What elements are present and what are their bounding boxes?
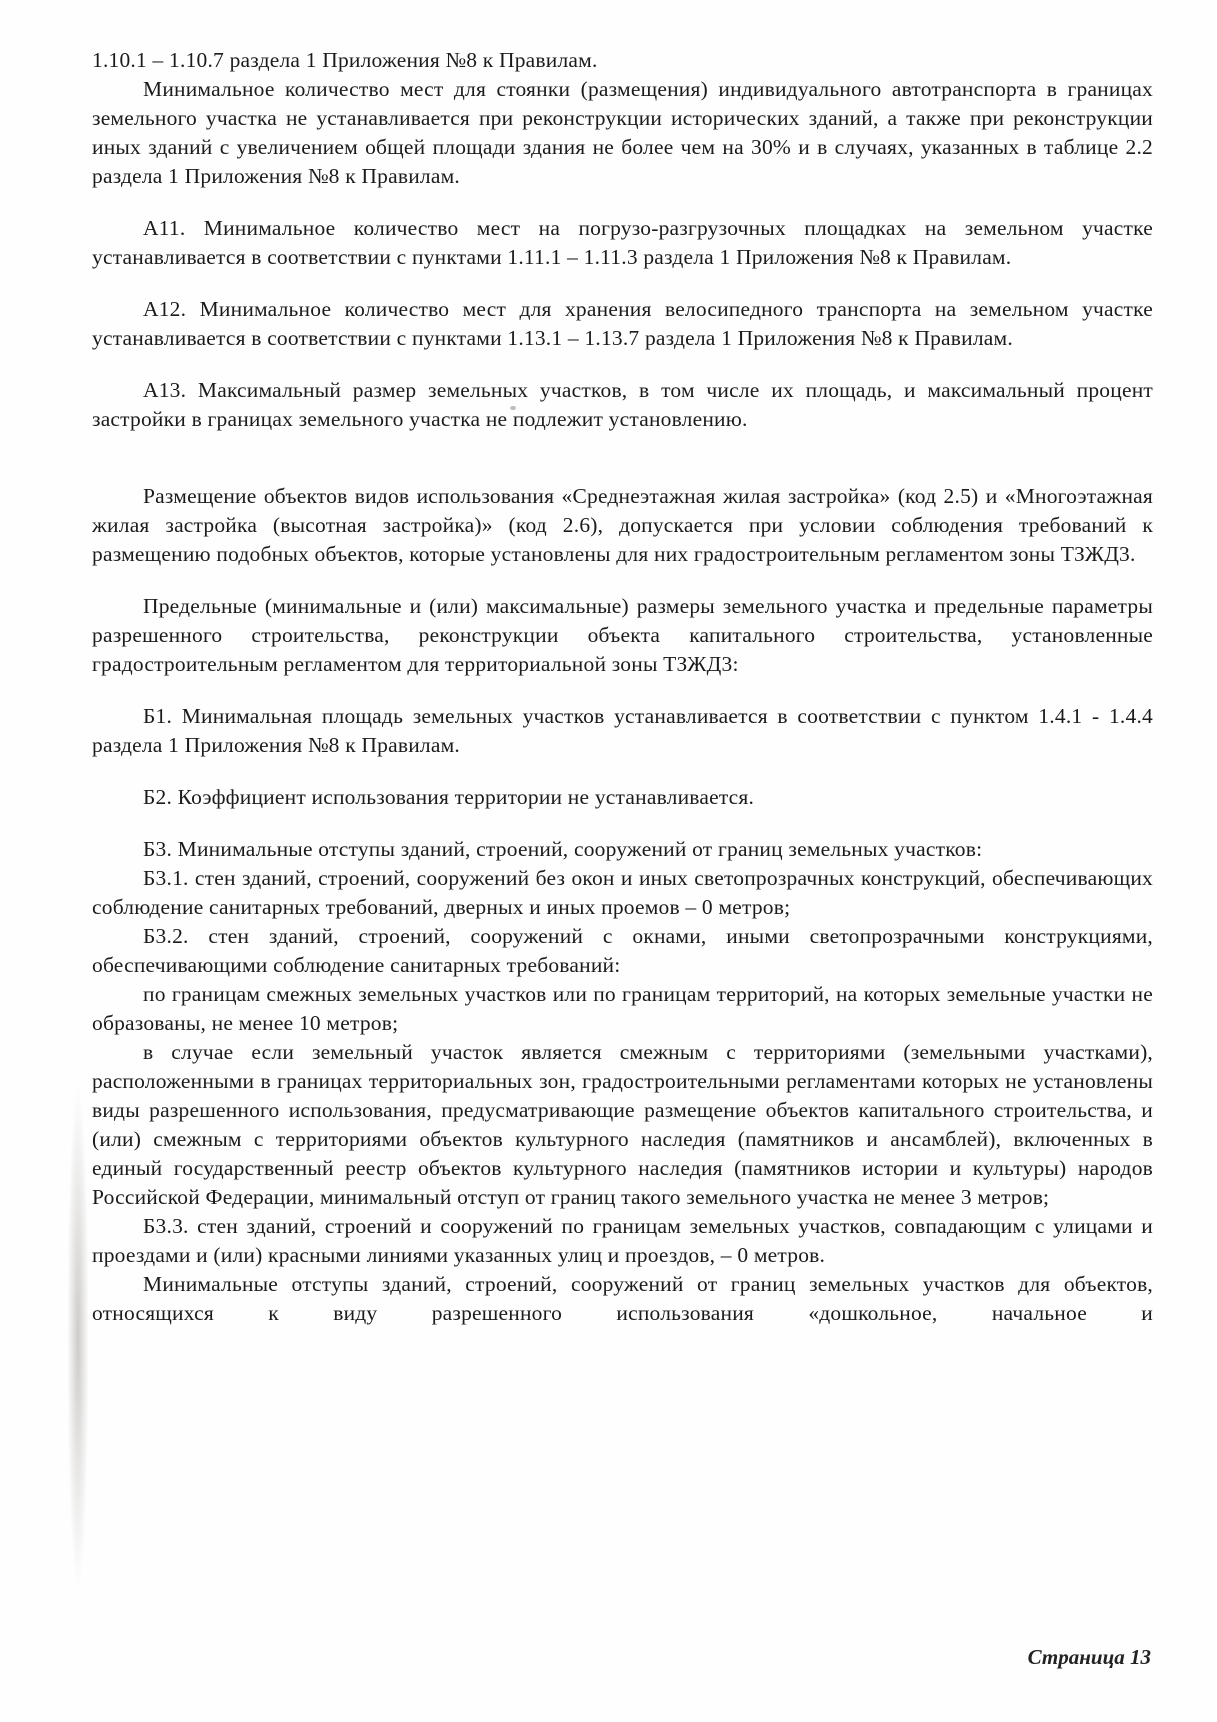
para-min-setbacks-education: Минимальные отступы зданий, строений, сооружений от границ земельных участков для объектов, относящихся к виду разрешенного использования «дошкольное, начальное и bbox=[92, 1272, 1153, 1325]
para-b3-2: Б3.2. стен зданий, строений, сооружений с окнами, иными светопрозрачными конструкциями, обеспечивающими соблюдение санитарных требований: bbox=[92, 924, 1153, 977]
para-b3-1: Б3.1. стен зданий, строений, сооружений без окон и иных светопрозрачных конструкций, обеспечивающих соблюдение санитарных требований, дверных и иных проемов – 0 метров; bbox=[92, 866, 1153, 919]
page-number-label: Страница 13 bbox=[1027, 1645, 1151, 1669]
document-body bbox=[92, 46, 1153, 1328]
para-a13: А13. Максимальный размер земельных участков, в том числе их площадь, и максимальный процент застройки в границах земельного участка не подлежит установлению. bbox=[92, 378, 1153, 431]
para-b3-2-adjacent-case: в случае если земельный участок является смежным с территориями (земельными участками), расположенными в границах территориальных зон, градостроительными регламентами которых не установлены виды разрешенного использования, предусматривающие размещение объектов капитального строительства, и (или) смежным с территориями объектов культурного наследия (памятников и ансамблей), включенных в единый государственный реестр объектов культурного наследия (памятников истории и культуры) народов Российской Федерации, минимальный отступ от границ такого земельного участка не менее 3 метров; bbox=[92, 1040, 1153, 1209]
para-placement-conditions: Размещение объектов видов использования «Среднеэтажная жилая застройка» (код 2.5) и «Многоэтажная жилая застройка (высотная застройка)» (код 2.6), допускается при условии соблюдения требований к размещению подобных объектов, которые установлены для них градостроительным регламентом зоны ТЗЖД3. bbox=[92, 484, 1153, 566]
para-continuation-ref: 1.10.1 – 1.10.7 раздела 1 Приложения №8 к Правилам. bbox=[92, 48, 598, 72]
para-parking-minimum: Минимальное количество мест для стоянки (размещения) индивидуального автотранспорта в границах земельного участка не устанавливается при реконструкции исторических зданий, а также при реконструкции иных зданий с увеличением общей площади здания не более чем на 30% и в случаях, указанных в таблице 2.2 раздела 1 Приложения №8 к Правилам. bbox=[92, 77, 1153, 188]
scan-edge-shadow bbox=[68, 1085, 88, 1590]
para-b3-2-borders: по границам смежных земельных участков или по границам территорий, на которых земельные участки не образованы, не менее 10 метров; bbox=[92, 982, 1153, 1035]
para-b3: Б3. Минимальные отступы зданий, строений, сооружений от границ земельных участков: bbox=[143, 837, 983, 861]
para-limit-parameters: Предельные (минимальные и (или) максимальные) размеры земельного участка и предельные параметры разрешенного строительства, реконструкции объекта капитального строительства, установленные градостроительным регламентом для территориальной зоны ТЗЖД3: bbox=[92, 594, 1153, 676]
para-b3-3: Б3.3. стен зданий, строений и сооружений по границам земельных участков, совпадающим с улицами и проездами и (или) красными линиями указанных улиц и проездов, – 0 метров. bbox=[92, 1214, 1153, 1267]
para-b1: Б1. Минимальная площадь земельных участков устанавливается в соответствии с пунктом 1.4.1 - 1.4.4 раздела 1 Приложения №8 к Правилам. bbox=[92, 704, 1153, 757]
para-b2: Б2. Коэффициент использования территории не устанавливается. bbox=[143, 785, 755, 809]
para-a11: А11. Минимальное количество мест на погрузо-разгрузочных площадках на земельном участке устанавливается в соответствии с пунктами 1.11.1 – 1.11.3 раздела 1 Приложения №8 к Правилам. bbox=[92, 216, 1153, 269]
para-a12: А12. Минимальное количество мест для хранения велосипедного транспорта на земельном участке устанавливается в соответствии с пунктами 1.13.1 – 1.13.7 раздела 1 Приложения №8 к Правилам. bbox=[92, 297, 1153, 350]
